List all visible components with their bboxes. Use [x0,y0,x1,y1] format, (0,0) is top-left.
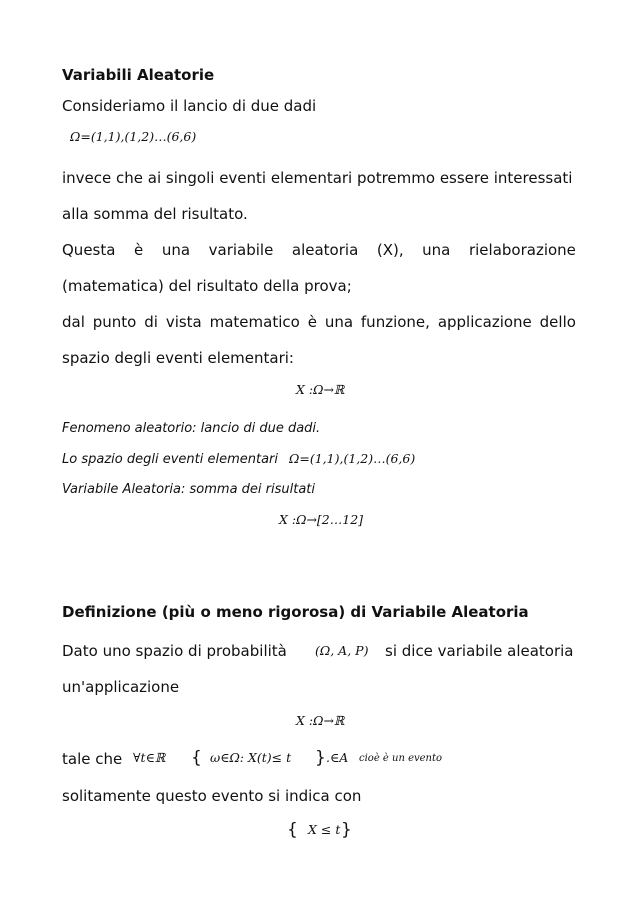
in-a-formula: .∈A [326,750,349,765]
word: dello [539,313,576,331]
word: una [161,241,191,259]
word: una [324,313,354,331]
map-formula-2: X :Ω→ℝ [296,713,345,728]
word: (X), [376,241,404,259]
omega-formula: Ω=(1,1),(1,2)…(6,6) [70,129,197,144]
justified-line [62,313,576,331]
solitamente-text: solitamente questo evento si indica con [62,787,362,805]
spazio-formula: Ω=(1,1),(1,2)…(6,6) [289,451,416,466]
word: matematico [209,313,300,331]
right-brace: } [315,748,326,768]
paragraph-line: spazio degli eventi elementari: [62,349,294,367]
forall-formula: ∀t∈ℝ [133,750,166,765]
word: dal [62,313,85,331]
spazio-label: Lo spazio degli eventi elementari [62,452,278,467]
word: aleatoria [291,241,359,259]
tale-che-text: tale che [62,750,123,768]
variabile-label: Variabile Aleatoria: somma dei risultati [62,482,316,497]
word: rielaborazione [468,241,576,259]
definition-title: Definizione (più o meno rigorosa) di Variabile Aleatoria [62,603,529,621]
word: Questa [62,241,116,259]
left-brace: { [191,748,202,768]
set-condition-formula: ω∈Ω: X(t)≤ t [210,750,292,765]
cioe-note: cioè è un evento [359,753,443,764]
intro-text: Consideriamo il lancio di due dadi [62,97,317,115]
word: è [307,313,317,331]
word: punto [92,313,137,331]
paragraph-line: alla somma del risultato. [62,205,248,223]
left-brace: { [287,820,298,840]
range-formula: X :Ω→[2…12] [279,512,364,527]
event-formula: X ≤ t [308,822,341,837]
word: funzione, [360,313,430,331]
justified-line [62,241,576,259]
word: vista [165,313,202,331]
word: variabile [208,241,274,259]
right-brace: } [341,820,352,840]
word: applicazione [437,313,532,331]
definition-text: si dice variabile aleatoria [385,642,574,660]
paragraph-line: invece che ai singoli eventi elementari potremmo essere interessati [62,169,573,187]
definition-text: Dato uno spazio di probabilità [62,642,287,660]
probability-space-formula: (Ω, A, P) [315,643,369,658]
word: è [134,241,144,259]
definition-text: un'applicazione [62,678,180,696]
page-title: Variabili Aleatorie [62,66,215,84]
map-formula: X :Ω→ℝ [296,382,345,397]
word: di [144,313,158,331]
fenomeno-text: Fenomeno aleatorio: lancio di due dadi. [62,421,321,436]
word: una [422,241,451,259]
paragraph-line: (matematica) del risultato della prova; [62,277,352,295]
